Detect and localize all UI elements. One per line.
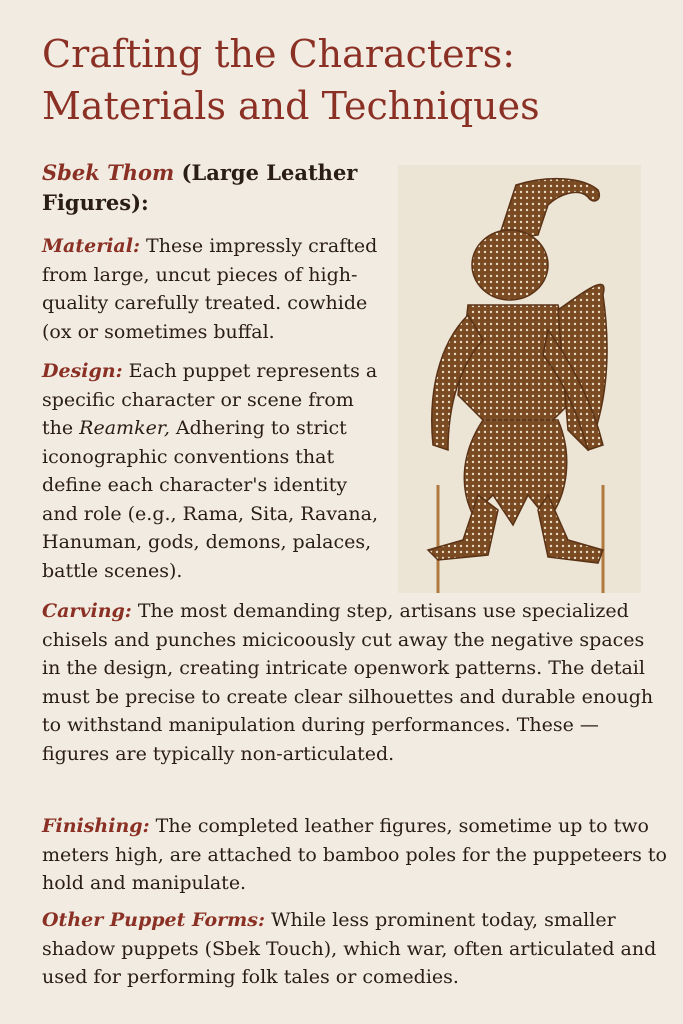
section-text: The most demanding step, artisans use specialized chisels and punches micicoously cut away the negative spaces in the design, creating intricate openwork patterns. The detail must be precise to create clear silhouettes and durable enough to withstand manipulation during performances. These — figures are typically non-articulated. — [42, 600, 654, 765]
section-material — [42, 232, 382, 346]
page-title: Crafting the Characters: Materials and Techniques — [42, 32, 540, 128]
section-label: Carving: — [42, 600, 132, 622]
shadow-puppet-illustration — [398, 165, 641, 593]
section-text: While less prominent today, smaller shadow puppets (Sbek Touch), which war, often articulated and used for performing folk tales or comedies. — [42, 909, 657, 988]
section-other-forms — [42, 906, 667, 992]
subheading-rest: (Large Leather Figures): — [42, 160, 358, 215]
section-carving — [42, 597, 667, 768]
section-label: Other Puppet Forms: — [42, 909, 265, 931]
shadow-puppet-image — [398, 165, 641, 593]
section-text: The completed leather figures, sometime up to two meters high, are attached to bamboo poles for the puppeteers to hold and manipulate. — [42, 815, 667, 894]
section-text: Each puppet represents a specific character or scene from the — [42, 360, 378, 439]
section-text: Adhering to strict iconographic conventions that define each character's identity and role (e.g., Rama, Sita, Ravana, Hanuman, gods, demons, palaces, battle scenes). — [42, 417, 378, 582]
section-finishing — [42, 812, 667, 898]
section-text: These impressly crafted from large, uncut pieces of high-quality carefully treated. cowhide (ox or sometimes buffal. — [42, 235, 378, 343]
subheading — [42, 158, 387, 218]
subheading-term: Sbek Thom — [42, 160, 175, 185]
section-label: Finishing: — [42, 815, 150, 837]
section-text-italic: Reamker, — [79, 417, 170, 439]
section-label: Design: — [42, 360, 123, 382]
section-design — [42, 357, 382, 585]
section-label: Material: — [42, 235, 140, 257]
